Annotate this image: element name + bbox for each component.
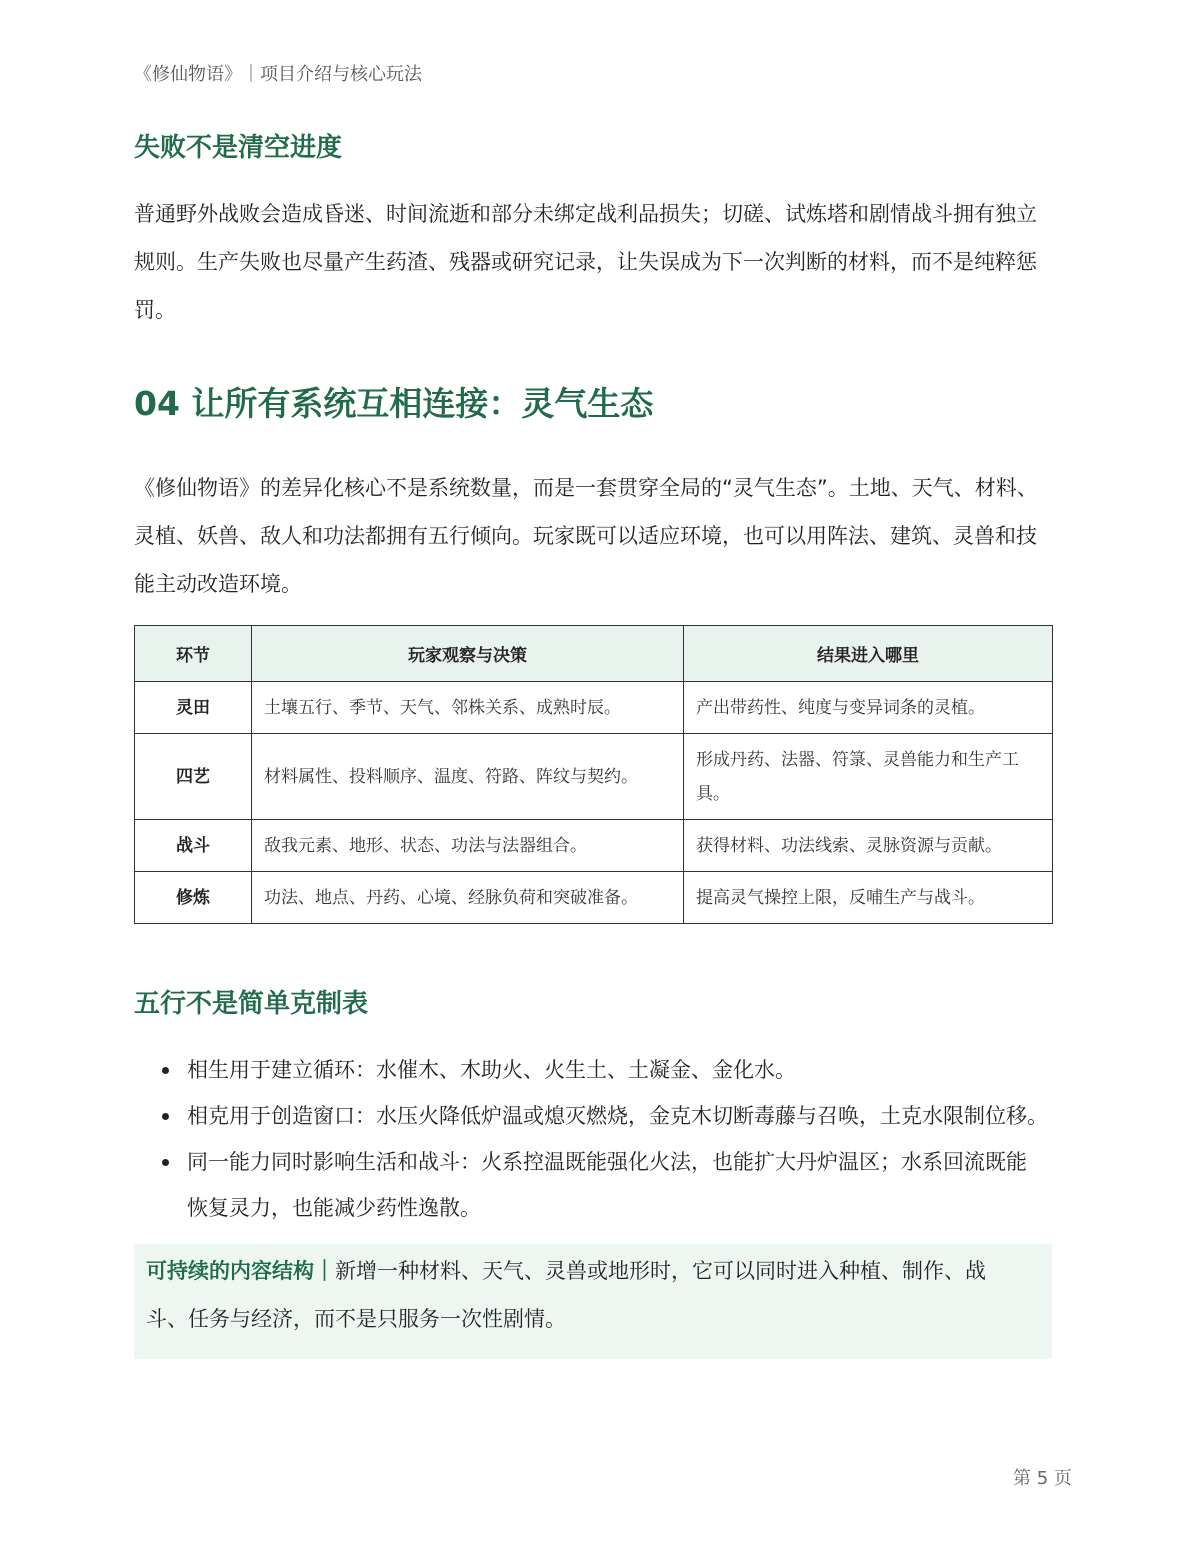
bullet-dot-icon bbox=[162, 1113, 169, 1120]
failure-paragraph-line: 规则。生产失败也尽量产生药渣、残器或研究记录，让失误成为下一次判断的材料，而不是纯粹惩 bbox=[134, 250, 1037, 274]
callout-line bbox=[146, 1247, 1040, 1295]
section-heading-five-elements: 五行不是简单克制表 bbox=[134, 989, 369, 1019]
table-cell-stage: 修炼 bbox=[135, 872, 252, 924]
table-cell-decision: 土壤五行、季节、天气、邻株关系、成熟时辰。 bbox=[252, 682, 684, 734]
result-line: 形成丹药、法器、符箓、灵兽能力和生产工 bbox=[696, 749, 1019, 770]
list-item-text: 相生用于建立循环：水催木、木助火、火生土、土凝金、金化水。 bbox=[187, 1058, 796, 1082]
callout-box bbox=[134, 1244, 1052, 1359]
column-header-decision: 玩家观察与决策 bbox=[252, 626, 684, 682]
ecology-paragraph-line: 《修仙物语》的差异化核心不是系统数量，而是一套贯穿全局的“灵气生态”。土地、天气、材料、 bbox=[134, 476, 1038, 500]
table-row bbox=[135, 734, 1053, 820]
list-item bbox=[134, 1093, 1094, 1139]
result-line: 具。 bbox=[696, 783, 730, 804]
table-cell-decision: 材料属性、投料顺序、温度、符路、阵纹与契约。 bbox=[252, 734, 684, 820]
table-row bbox=[135, 820, 1053, 872]
ecology-paragraph bbox=[134, 464, 1074, 608]
table-cell-stage: 战斗 bbox=[135, 820, 252, 872]
table-header-row bbox=[135, 626, 1053, 682]
column-header-result: 结果进入哪里 bbox=[684, 626, 1053, 682]
ecology-paragraph-line: 灵植、妖兽、敌人和功法都拥有五行倾向。玩家既可以适应环境，也可以用阵法、建筑、灵兽和技 bbox=[134, 524, 1037, 548]
bullet-dot-icon bbox=[162, 1159, 169, 1166]
table-cell-result bbox=[684, 734, 1053, 820]
bullet-dot-icon bbox=[162, 1067, 169, 1074]
table-cell-stage: 四艺 bbox=[135, 734, 252, 820]
callout-line: 斗、任务与经济，而不是只服务一次性剧情。 bbox=[146, 1307, 566, 1331]
list-item-text: 同一能力同时影响生活和战斗：火系控温既能强化火法，也能扩大丹炉温区；水系回流既能 bbox=[187, 1150, 1027, 1174]
failure-paragraph-line: 普通野外战败会造成昏迷、时间流逝和部分未绑定战利品损失；切磋、试炼塔和剧情战斗拥有独立 bbox=[134, 202, 1037, 226]
five-elements-list bbox=[134, 1047, 1094, 1231]
ecology-table bbox=[134, 625, 1053, 924]
callout-text: 新增一种材料、天气、灵兽或地形时，它可以同时进入种植、制作、战 bbox=[335, 1259, 986, 1283]
running-header: 《修仙物语》｜项目介绍与核心玩法 bbox=[134, 64, 422, 85]
list-item-text: 恢复灵力，也能减少药性逸散。 bbox=[187, 1196, 481, 1220]
result-line: 获得材料、功法线索、灵脉资源与贡献。 bbox=[696, 835, 1002, 856]
callout-label: 可持续的内容结构｜ bbox=[146, 1259, 335, 1283]
table-cell-result bbox=[684, 820, 1053, 872]
table-cell-result bbox=[684, 682, 1053, 734]
chapter-heading-ecology: 04 让所有系统互相连接：灵气生态 bbox=[134, 384, 654, 423]
list-item bbox=[134, 1139, 1094, 1231]
table-cell-result bbox=[684, 872, 1053, 924]
table-row bbox=[135, 682, 1053, 734]
result-line: 产出带药性、纯度与变异词条的灵植。 bbox=[696, 697, 985, 718]
list-item-text: 相克用于创造窗口：水压火降低炉温或熄灭燃烧，金克木切断毒藤与召唤，土克水限制位移。 bbox=[187, 1104, 1048, 1128]
result-line: 提高灵气操控上限，反哺生产与战斗。 bbox=[696, 887, 985, 908]
table-row bbox=[135, 872, 1053, 924]
ecology-paragraph-line: 能主动改造环境。 bbox=[134, 572, 302, 596]
table-cell-stage: 灵田 bbox=[135, 682, 252, 734]
column-header-stage: 环节 bbox=[135, 626, 252, 682]
page-number: 第 5 页 bbox=[1013, 1468, 1072, 1489]
list-item bbox=[134, 1047, 1094, 1093]
section-heading-failure: 失败不是清空进度 bbox=[134, 133, 343, 163]
table-cell-decision: 敌我元素、地形、状态、功法与法器组合。 bbox=[252, 820, 684, 872]
table-cell-decision: 功法、地点、丹药、心境、经脉负荷和突破准备。 bbox=[252, 872, 684, 924]
failure-paragraph-line: 罚。 bbox=[134, 298, 176, 322]
failure-paragraph bbox=[134, 190, 1074, 334]
